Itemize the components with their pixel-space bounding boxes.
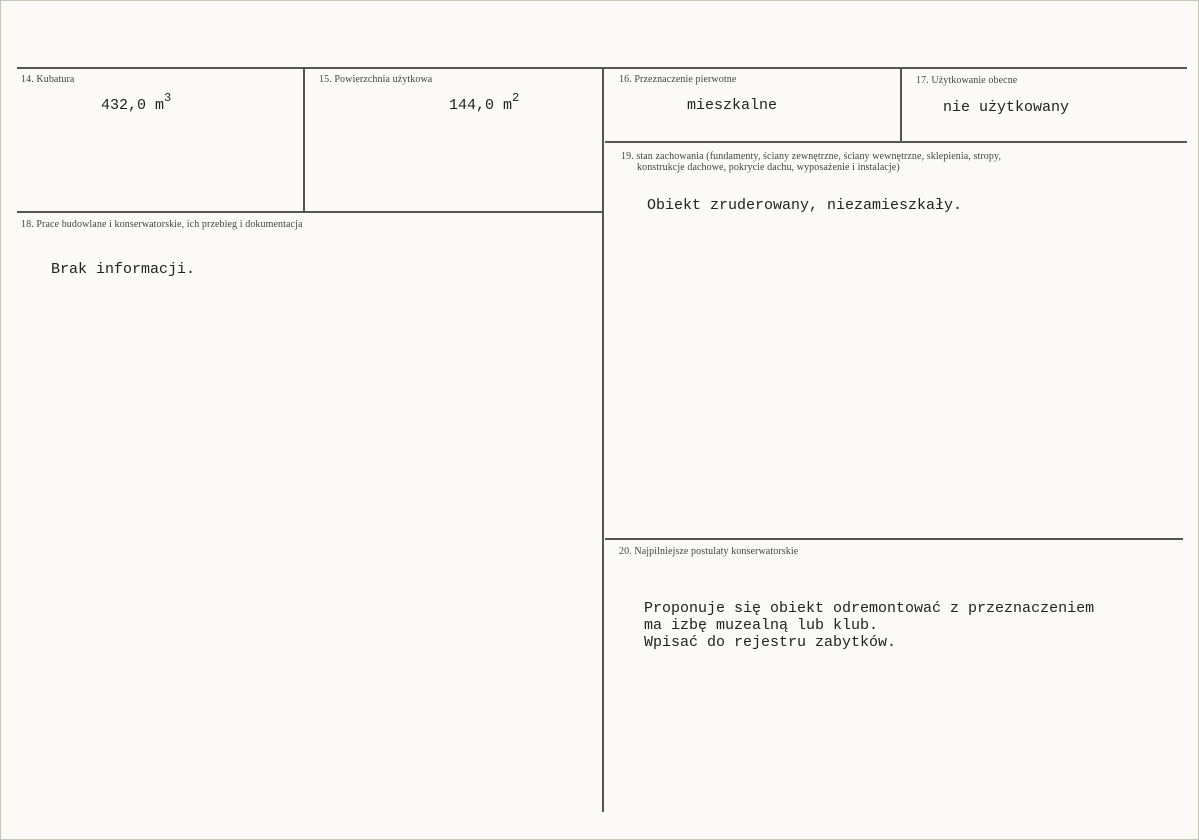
divider-center xyxy=(602,67,604,812)
field-20-line1: Proponuje się obiekt odremontować z przeznaczeniem xyxy=(644,600,1095,617)
field-14-unit-exponent: 3 xyxy=(164,91,172,105)
field-16-value: mieszkalne xyxy=(687,97,778,114)
field-15-unit-exponent: 2 xyxy=(512,91,520,105)
field-20-label: 20. Najpilniejsze postulaty konserwatorskie xyxy=(619,546,799,557)
field-17-label: 17. Użytkowanie obecne xyxy=(916,75,1018,86)
divider-14-15 xyxy=(303,67,305,211)
field-15-number: 144,0 m xyxy=(449,97,513,114)
field-14-value xyxy=(101,93,171,114)
field-17-value: nie użytkowany xyxy=(943,99,1070,116)
field-19-value: Obiekt zruderowany, niezamieszkały. xyxy=(647,197,963,214)
field-20-line3: Wpisać do rejestru zabytków. xyxy=(644,634,897,651)
rule-under-14-15 xyxy=(17,211,603,213)
field-15-label: 15. Powierzchnia użytkowa xyxy=(319,74,433,85)
field-15-value xyxy=(449,93,519,114)
field-20-line2: ma izbę muzealną lub klub. xyxy=(644,617,879,634)
field-14-number: 432,0 m xyxy=(101,97,165,114)
divider-16-17 xyxy=(900,67,902,141)
field-14-label: 14. Kubatura xyxy=(21,74,75,85)
field-18-value: Brak informacji. xyxy=(51,261,196,278)
rule-under-19 xyxy=(605,538,1183,540)
field-19-label-line1: 19. stan zachowania (fundamenty, ściany zewnętrzne, ściany wewnętrzne, sklepienia, stropy, xyxy=(621,151,1002,162)
field-18-label: 18. Prace budowlane i konserwatorskie, ich przebieg i dokumentacja xyxy=(21,219,303,230)
field-16-label: 16. Przeznaczenie pierwotne xyxy=(619,74,737,85)
rule-under-16-17 xyxy=(605,141,1187,143)
field-19-label-line2: konstrukcje dachowe, pokrycie dachu, wyposażenie i instalacje) xyxy=(637,162,900,173)
